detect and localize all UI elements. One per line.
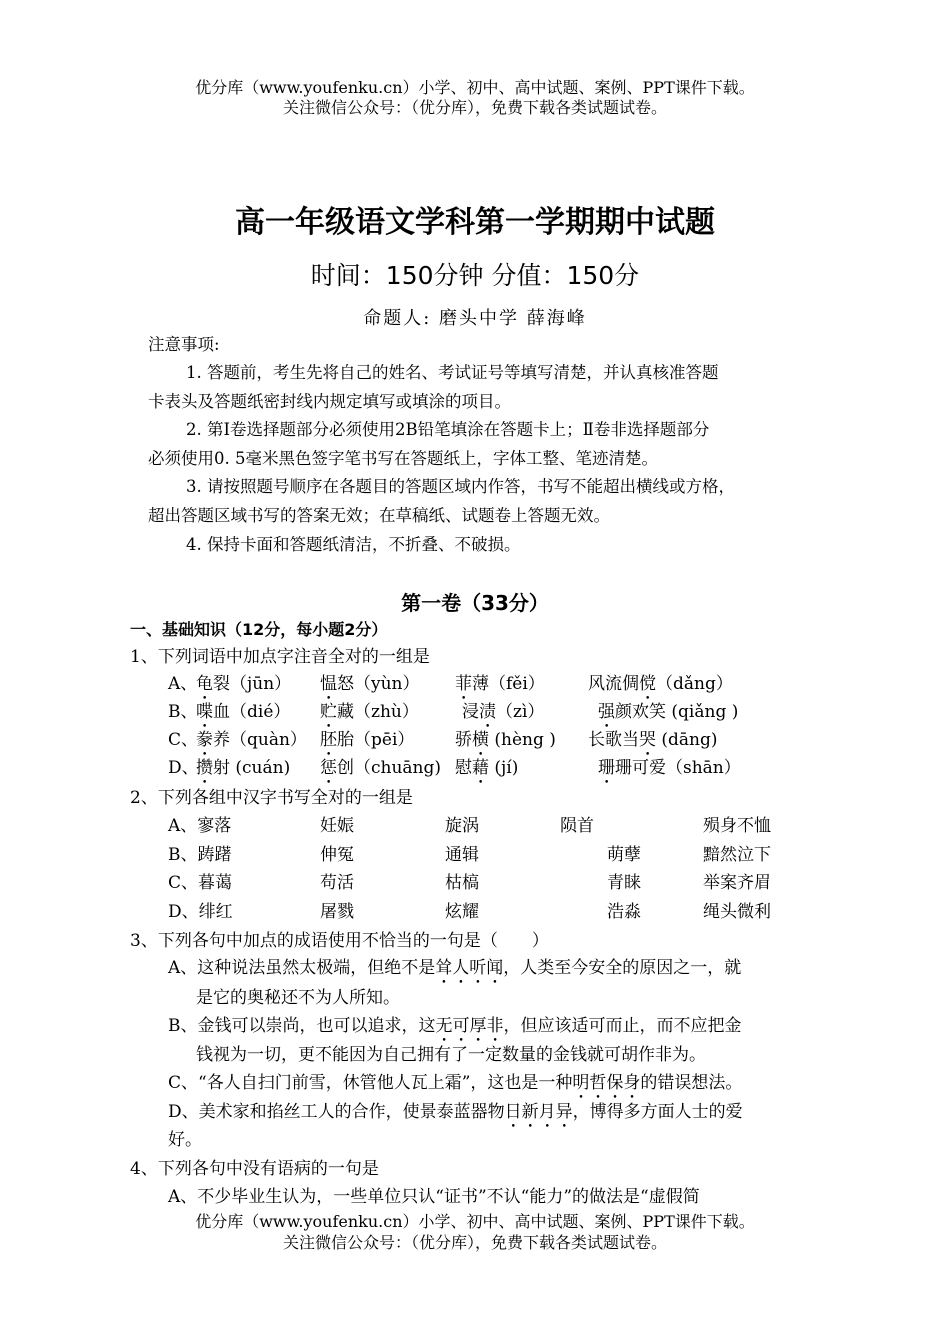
dotted-char: 惩 (320, 758, 337, 778)
dotted-char: 横 (472, 730, 489, 750)
page-title: 高一年级语文学科第一学期期中试题 (235, 205, 715, 240)
notice-item-1-line-2: 卡表头及答题纸密封线内规定填写或填涂的项目。 (148, 392, 511, 411)
notice-item-1-line-1: 1. 答题前，考生先将自己的姓名、考试证号等填写清楚，并认真核准答题 (186, 363, 719, 382)
dotted-char: 豢 (196, 730, 213, 750)
q1-option-c-label: C、 (168, 730, 199, 750)
q2-c-word-3: 枯槁 (445, 873, 479, 893)
q2-b-word-2: 伸冤 (320, 845, 354, 865)
q1-b-item-3: 浸渍（zì） (462, 702, 545, 722)
dotted-char: 胚 (320, 730, 337, 750)
dotted-idiom: 无可厚非 (435, 1016, 504, 1036)
q1-a-item-2: 愠怒（yùn） (320, 674, 420, 694)
q3-option-d-line-2: 好。 (168, 1130, 202, 1150)
q1-d-item-2: 惩创（chuāng) (320, 758, 442, 778)
q4-stem: 4、下列各句中没有语病的一句是 (130, 1159, 379, 1179)
q3-option-c: C、“各人自扫门前雪，休管他人瓦上霜”，这也是一种明哲保身的错误想法。 (168, 1073, 743, 1093)
footer-line-2: 关注微信公众号：（优分库），免费下载各类试题试卷。 (282, 1233, 667, 1252)
q2-b-word-3: 通辑 (445, 845, 479, 865)
q2-option-b: B、踌躇 (168, 845, 232, 865)
q2-b-word-4: 萌孽 (607, 845, 641, 865)
q2-option-c: C、暮蔼 (168, 873, 233, 893)
q3-option-d: D、美术家和掐丝工人的合作，使景泰蓝器物日新月异，博得多方面人士的爱 (168, 1102, 743, 1122)
q1-stem: 1、下列词语中加点字注音全对的一组是 (130, 647, 430, 667)
dotted-char: 愠 (320, 674, 337, 694)
q2-d-word-4: 浩淼 (607, 902, 641, 922)
q1-b-item-2: 贮藏（zhù） (320, 702, 419, 722)
part1-title: 第一卷（33分） (401, 591, 549, 615)
q2-a-word-5: 殒身不恤 (703, 816, 771, 836)
q1-b-item-4: 强颜欢笑 (qiǎng ) (598, 702, 739, 722)
q1-d-item-4: 珊珊可爱（shān） (598, 758, 741, 778)
header-line-2: 关注微信公众号：（优分库），免费下载各类试题试卷。 (282, 98, 667, 117)
q1-option-a-label: A、 (168, 674, 198, 694)
q2-c-word-4: 青睐 (607, 873, 641, 893)
q2-option-d: D、绯红 (168, 902, 233, 922)
notice-item-3-line-1: 3. 请按照题号顺序在各题目的答题区域内作答，书写不能超出横线或方格， (186, 477, 735, 496)
q3-option-a: A、这种说法虽然太极端，但绝不是耸人听闻，人类至今安全的原因之一，就 (168, 958, 742, 978)
dotted-char: 攒 (196, 758, 213, 778)
q1-a-item-4: 风流倜傥（dǎng） (588, 674, 733, 694)
q2-option-a: A、寥落 (168, 816, 232, 836)
q2-a-word-4: 陨首 (560, 816, 594, 836)
dotted-char: 贮 (320, 702, 337, 722)
q4-option-a: A、不少毕业生认为，一些单位只认“证书”不认“能力”的做法是“虚假简 (168, 1187, 700, 1207)
dotted-idiom: 明哲保身 (572, 1073, 641, 1093)
notice-heading: 注意事项: (148, 335, 220, 354)
notice-item-4: 4. 保持卡面和答题纸清洁，不折叠、不破损。 (186, 535, 521, 554)
dotted-char: 龟 (196, 674, 213, 694)
notice-item-2-line-2: 必须使用0. 5毫米黑色签字笔书写在答题纸上，字体工整、笔迹清楚。 (148, 449, 658, 468)
header-line-1: 优分库（www.youfenku.cn）小学、初中、高中试题、案例、PPT课件下载。 (195, 78, 755, 97)
q2-a-word-3: 旋涡 (445, 816, 479, 836)
dotted-char: 藉 (472, 758, 489, 778)
q3-stem: 3、下列各句中加点的成语使用不恰当的一句是（ ） (130, 931, 549, 951)
q1-d-item-1: 攒射 (cuán) (196, 758, 291, 778)
q1-a-item-3: 菲薄（fěi） (455, 674, 545, 694)
dotted-char: 强 (598, 702, 615, 722)
q1-a-item-1: 龟裂（jūn） (196, 674, 292, 694)
q1-c-item-3: 骄横 (hèng ) (455, 730, 556, 750)
dotted-char: 喋 (196, 702, 213, 722)
q1-option-d-label: D、 (168, 758, 199, 778)
q1-b-item-1: 喋血（dié） (196, 702, 291, 722)
dotted-char: 珊 (598, 758, 615, 778)
footer-line-1: 优分库（www.youfenku.cn）小学、初中、高中试题、案例、PPT课件下载。 (195, 1212, 755, 1231)
notice-item-3-line-2: 超出答题区域书写的答案无效；在草稿纸、试题卷上答题无效。 (148, 506, 610, 525)
q2-a-word-2: 妊娠 (320, 816, 354, 836)
notice-item-2-line-1: 2. 第Ⅰ卷选择题部分必须使用2B铅笔填涂在答题卡上；Ⅱ卷非选择题部分 (186, 420, 710, 439)
q2-b-word-5: 黯然泣下 (703, 845, 771, 865)
q2-d-word-2: 屠戮 (320, 902, 354, 922)
dotted-char: 渍 (479, 702, 496, 722)
dotted-char: 傥 (639, 674, 656, 694)
dotted-idiom: 耸人听闻 (435, 958, 504, 978)
q3-option-b: B、金钱可以崇尚，也可以追求，这无可厚非，但应该适可而止，而不应把金 (168, 1016, 742, 1036)
dotted-char: 哭 (639, 730, 656, 750)
q1-c-item-1: 豢养（quàn） (196, 730, 307, 750)
exam-subtitle: 时间：150分钟 分值：150分 (310, 261, 640, 290)
q1-c-item-4: 长歌当哭 (dāng) (588, 730, 718, 750)
q1-d-item-3: 慰藉 (jí) (455, 758, 519, 778)
q2-c-word-5: 举案齐眉 (703, 873, 771, 893)
section-heading: 一、基础知识（12分，每小题2分） (130, 620, 388, 639)
dotted-char: 菲 (455, 674, 472, 694)
q1-c-item-2: 胚胎（pēi） (320, 730, 415, 750)
q1-option-b-label: B、 (168, 702, 198, 722)
q2-stem: 2、下列各组中汉字书写全对的一组是 (130, 788, 413, 808)
q3-option-a-line-2: 是它的奥秘还不为人所知。 (196, 988, 400, 1008)
q2-d-word-3: 炫耀 (445, 902, 479, 922)
q2-d-word-5: 绳头微利 (703, 902, 771, 922)
q3-option-b-line-2: 钱视为一切，更不能因为自己拥有了一定数量的金钱就可胡作非为。 (196, 1045, 706, 1065)
dotted-idiom: 日新月异 (504, 1102, 573, 1122)
q2-c-word-2: 苟活 (320, 873, 354, 893)
author-line: 命题人: 磨头中学 薛海峰 (363, 308, 587, 329)
